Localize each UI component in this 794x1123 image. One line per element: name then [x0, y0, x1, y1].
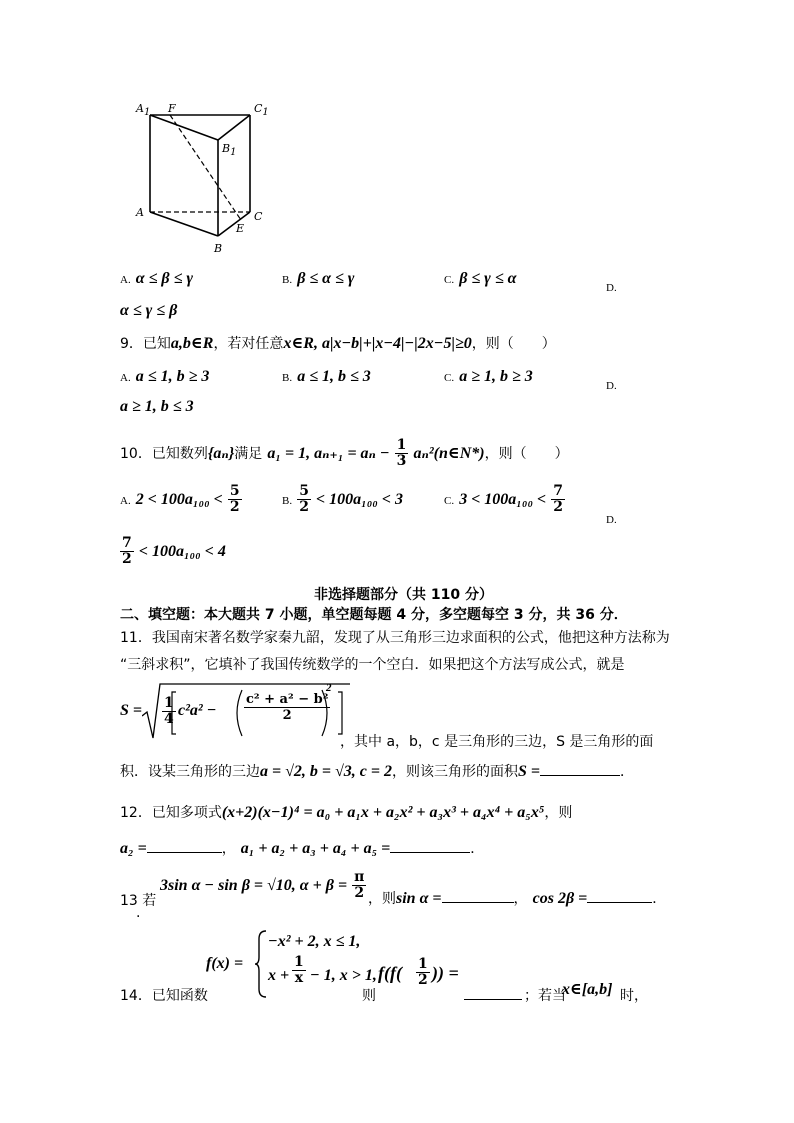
q11-line1: 11．我国南宋著名数学家秦九韶，发现了从三角形三边求面积的公式，他把这种方法称为	[120, 630, 670, 646]
q13-answer-blank-1[interactable]	[442, 890, 514, 903]
q8-option-a[interactable]: A. α ≤ β ≤ γ	[120, 270, 194, 287]
label-b: B	[214, 242, 223, 255]
q10-option-a[interactable]: A. 2 < 100a₁₀₀ < $\frac{5}{2}$	[120, 483, 240, 515]
prism-diagram	[128, 98, 278, 258]
piecewise-brace	[254, 929, 268, 999]
label-c1: $C_1$	[254, 102, 269, 119]
q9-option-a[interactable]: A. a ≤ 1, b ≥ 3	[120, 368, 210, 385]
q8-option-d-expr: α ≤ γ ≤ β	[120, 302, 178, 319]
q12-answer-blank-2[interactable]	[390, 840, 470, 853]
q9-stem: 9．已知a,b∈R，若对任意x∈R, a|x−b|+|x−4|−|2x−5|≥0，则（ ）	[120, 335, 556, 352]
q8-option-b[interactable]: B. β ≤ α ≤ γ	[282, 270, 355, 287]
q11-answer-blank[interactable]	[540, 763, 620, 776]
q8-option-d-label[interactable]: D.	[606, 282, 617, 294]
q12-answer-blank-1[interactable]	[147, 840, 222, 853]
q10-option-d-expr: $\frac{7}{2}$ < 100a₁₀₀ < 4	[122, 535, 226, 567]
label-b1: $B_1$	[222, 142, 237, 159]
q12-answers: a₂ = ， a₁ + a₂ + a₃ + a₄ + a₅ = ．	[120, 840, 485, 857]
prism-figure	[128, 98, 278, 258]
label-e: E	[236, 222, 245, 235]
q9-option-c[interactable]: C. a ≥ 1, b ≥ 3	[444, 368, 533, 385]
q13-answers: ，则sin α = ， cos 2β = ．	[368, 890, 667, 907]
q10-option-b[interactable]: B. $\frac{5}{2}$ < 100a₁₀₀ < 3	[282, 483, 403, 515]
q8-option-c[interactable]: C. β ≤ γ ≤ α	[444, 270, 517, 287]
label-a: A	[136, 206, 144, 219]
q10-stem: 10．已知数列{aₙ}满足 a₁ = 1, aₙ₊₁ = aₙ − $\frac{1}{3}$ aₙ²(n∈N*)，则（ ）	[120, 437, 569, 469]
q12-stem: 12．已知多项式(x+2)(x−1)⁴ = a₀ + a₁x + a₂x² + a₃x³ + a₄x⁴ + a₅x⁵，则	[120, 804, 573, 821]
part-two-heading: 二、填空题：本大题共 7 小题，单空题每题 4 分，多空题每空 3 分，共 36 分．	[120, 607, 628, 623]
q11-line4: 积．设某三角形的三边a = √2, b = √3, c = 2，则该三角形的面积S = ．	[120, 763, 635, 780]
label-c: C	[254, 210, 263, 223]
label-f: F	[168, 102, 176, 115]
q14-answer-blank[interactable]	[464, 987, 522, 1000]
q10-option-d-label[interactable]: D.	[606, 514, 617, 526]
q9-option-d-label[interactable]: D.	[606, 380, 617, 392]
q9-option-b[interactable]: B. a ≤ 1, b ≤ 3	[282, 368, 371, 385]
q9-option-d-expr: a ≥ 1, b ≤ 3	[120, 398, 194, 415]
q13-dot: .	[136, 905, 141, 921]
q14-stem: 14．已知函数 f(x) = −x² + 2, x ≤ 1, x + $\frac{1}{x}$ − 1, x > 1, 则 f(f( $\frac{1}{2}$ )) = ；若当 x∈[a,b] 时，	[120, 925, 680, 1010]
label-a1: $A_1$	[136, 102, 151, 119]
q11-line3: ，其中 a，b，c 是三角形的三边，S 是三角形的面	[340, 734, 654, 750]
q13-answer-blank-2[interactable]	[587, 890, 652, 903]
section-title: 非选择题部分（共 110 分）	[314, 587, 493, 603]
q10-option-c[interactable]: C. 3 < 100a₁₀₀ < $\frac{7}{2}$	[444, 483, 563, 515]
q11-line2: “三斜求积”，它填补了我国传统数学的一个空白．如果把这个方法写成公式，就是	[120, 657, 625, 673]
